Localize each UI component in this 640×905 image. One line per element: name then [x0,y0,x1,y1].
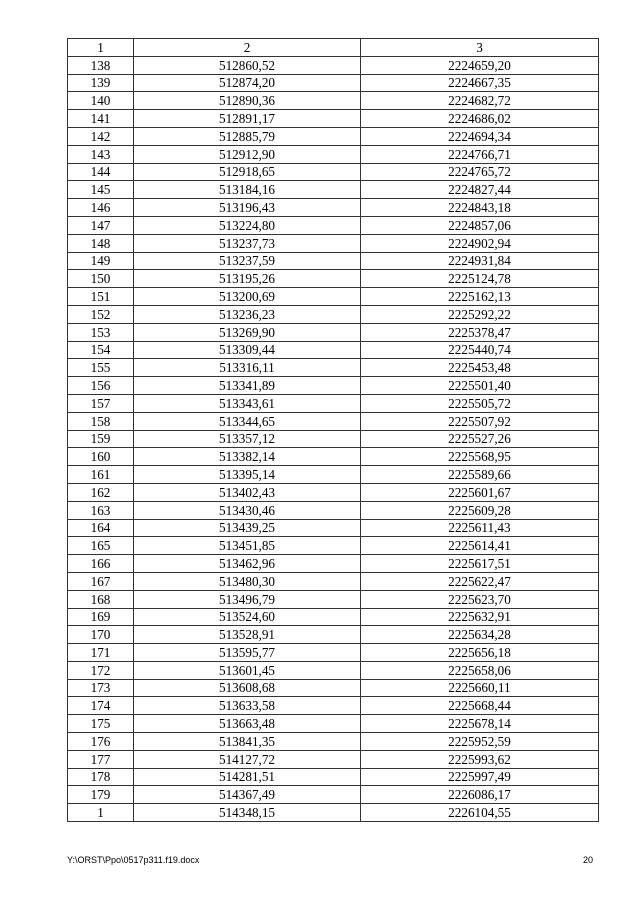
y-coordinate-cell: 2225622,47 [361,572,599,590]
point-number-cell: 169 [68,608,134,626]
table-row [68,448,599,466]
x-coordinate-cell: 513341,89 [134,377,361,395]
point-number-cell: 175 [68,715,134,733]
table-row [68,270,599,288]
y-coordinate-cell: 2225453,48 [361,359,599,377]
table-row [68,661,599,679]
point-number-cell: 159 [68,430,134,448]
point-number-cell: 148 [68,234,134,252]
x-coordinate-cell: 513382,14 [134,448,361,466]
x-coordinate-cell: 512874,20 [134,74,361,92]
table-row [68,626,599,644]
x-coordinate-cell: 513528,91 [134,626,361,644]
point-number-cell: 153 [68,323,134,341]
y-coordinate-cell: 2224902,94 [361,234,599,252]
table-row [68,163,599,181]
point-number-cell: 142 [68,127,134,145]
y-coordinate-cell: 2225658,06 [361,661,599,679]
point-number-cell: 176 [68,733,134,751]
point-number-cell: 158 [68,412,134,430]
point-number-cell: 143 [68,145,134,163]
point-number-cell: 141 [68,110,134,128]
x-coordinate-cell: 513595,77 [134,644,361,662]
header-cell-2: 2 [134,39,361,57]
point-number-cell: 162 [68,483,134,501]
y-coordinate-cell: 2226086,17 [361,786,599,804]
x-coordinate-cell: 513524,60 [134,608,361,626]
y-coordinate-cell: 2224694,34 [361,127,599,145]
x-coordinate-cell: 513402,43 [134,483,361,501]
y-coordinate-cell: 2224843,18 [361,199,599,217]
x-coordinate-cell: 513496,79 [134,590,361,608]
table-row [68,768,599,786]
y-coordinate-cell: 2224827,44 [361,181,599,199]
point-number-cell: 160 [68,448,134,466]
point-number-cell: 150 [68,270,134,288]
y-coordinate-cell: 2225124,78 [361,270,599,288]
y-coordinate-cell: 2225527,26 [361,430,599,448]
x-coordinate-cell: 513184,16 [134,181,361,199]
table-row [68,92,599,110]
table-row [68,323,599,341]
x-coordinate-cell: 514281,51 [134,768,361,786]
table-row [68,181,599,199]
x-coordinate-cell: 512890,36 [134,92,361,110]
table-row [68,715,599,733]
y-coordinate-cell: 2225589,66 [361,466,599,484]
point-number-cell: 166 [68,555,134,573]
x-coordinate-cell: 513841,35 [134,733,361,751]
point-number-cell: 173 [68,679,134,697]
point-number-cell: 154 [68,341,134,359]
point-number-cell: 177 [68,750,134,768]
x-coordinate-cell: 514127,72 [134,750,361,768]
x-coordinate-cell: 513309,44 [134,341,361,359]
y-coordinate-cell: 2226104,55 [361,804,599,822]
table-header-row [68,39,599,57]
x-coordinate-cell: 513357,12 [134,430,361,448]
x-coordinate-cell: 512891,17 [134,110,361,128]
x-coordinate-cell: 514348,15 [134,804,361,822]
table-row [68,199,599,217]
y-coordinate-cell: 2225568,95 [361,448,599,466]
table-row [68,537,599,555]
x-coordinate-cell: 513343,61 [134,394,361,412]
x-coordinate-cell: 513316,11 [134,359,361,377]
point-number-cell: 168 [68,590,134,608]
point-number-cell: 1 [68,804,134,822]
header-cell-3: 3 [361,39,599,57]
x-coordinate-cell: 513663,48 [134,715,361,733]
y-coordinate-cell: 2225952,59 [361,733,599,751]
table-row [68,56,599,74]
y-coordinate-cell: 2224765,72 [361,163,599,181]
point-number-cell: 157 [68,394,134,412]
x-coordinate-cell: 513480,30 [134,572,361,590]
table-row [68,127,599,145]
table-row [68,572,599,590]
table-row [68,341,599,359]
table-row [68,234,599,252]
y-coordinate-cell: 2224857,06 [361,216,599,234]
point-number-cell: 170 [68,626,134,644]
table-row [68,466,599,484]
table-row [68,697,599,715]
y-coordinate-cell: 2225997,49 [361,768,599,786]
table-row [68,644,599,662]
table-row [68,359,599,377]
x-coordinate-cell: 513200,69 [134,288,361,306]
y-coordinate-cell: 2224659,20 [361,56,599,74]
point-number-cell: 172 [68,661,134,679]
y-coordinate-cell: 2224686,02 [361,110,599,128]
coordinates-table [67,38,599,822]
y-coordinate-cell: 2225617,51 [361,555,599,573]
point-number-cell: 140 [68,92,134,110]
table-row [68,590,599,608]
y-coordinate-cell: 2225623,70 [361,590,599,608]
x-coordinate-cell: 513601,45 [134,661,361,679]
y-coordinate-cell: 2225611,43 [361,519,599,537]
y-coordinate-cell: 2225505,72 [361,394,599,412]
y-coordinate-cell: 2225632,91 [361,608,599,626]
y-coordinate-cell: 2225614,41 [361,537,599,555]
point-number-cell: 151 [68,288,134,306]
y-coordinate-cell: 2225162,13 [361,288,599,306]
y-coordinate-cell: 2225507,92 [361,412,599,430]
point-number-cell: 155 [68,359,134,377]
x-coordinate-cell: 514367,49 [134,786,361,804]
x-coordinate-cell: 513269,90 [134,323,361,341]
point-number-cell: 161 [68,466,134,484]
x-coordinate-cell: 513195,26 [134,270,361,288]
point-number-cell: 144 [68,163,134,181]
table-row [68,679,599,697]
x-coordinate-cell: 513196,43 [134,199,361,217]
y-coordinate-cell: 2225660,11 [361,679,599,697]
y-coordinate-cell: 2224682,72 [361,92,599,110]
y-coordinate-cell: 2224667,35 [361,74,599,92]
table-row [68,608,599,626]
y-coordinate-cell: 2225378,47 [361,323,599,341]
point-number-cell: 179 [68,786,134,804]
x-coordinate-cell: 512860,52 [134,56,361,74]
point-number-cell: 167 [68,572,134,590]
x-coordinate-cell: 513237,73 [134,234,361,252]
table-row [68,252,599,270]
point-number-cell: 174 [68,697,134,715]
table-row [68,519,599,537]
x-coordinate-cell: 513395,14 [134,466,361,484]
x-coordinate-cell: 512912,90 [134,145,361,163]
table-row [68,216,599,234]
y-coordinate-cell: 2225656,18 [361,644,599,662]
table-row [68,786,599,804]
table-row [68,750,599,768]
point-number-cell: 165 [68,537,134,555]
point-number-cell: 146 [68,199,134,217]
y-coordinate-cell: 2225501,40 [361,377,599,395]
point-number-cell: 164 [68,519,134,537]
table-row [68,305,599,323]
table-row [68,288,599,306]
x-coordinate-cell: 513451,85 [134,537,361,555]
footer-page-number: 20 [583,855,594,865]
point-number-cell: 147 [68,216,134,234]
y-coordinate-cell: 2225993,62 [361,750,599,768]
y-coordinate-cell: 2224766,71 [361,145,599,163]
point-number-cell: 156 [68,377,134,395]
point-number-cell: 149 [68,252,134,270]
table-row [68,430,599,448]
y-coordinate-cell: 2224931,84 [361,252,599,270]
table-row [68,377,599,395]
y-coordinate-cell: 2225668,44 [361,697,599,715]
table-row [68,394,599,412]
x-coordinate-cell: 513633,58 [134,697,361,715]
x-coordinate-cell: 512918,65 [134,163,361,181]
y-coordinate-cell: 2225292,22 [361,305,599,323]
y-coordinate-cell: 2225634,28 [361,626,599,644]
table-row [68,733,599,751]
point-number-cell: 139 [68,74,134,92]
table-row [68,74,599,92]
x-coordinate-cell: 513430,46 [134,501,361,519]
x-coordinate-cell: 513236,23 [134,305,361,323]
footer-file-path: Y:\ORST\Ppo\0517p311.f19.docx [67,855,200,865]
point-number-cell: 163 [68,501,134,519]
x-coordinate-cell: 513608,68 [134,679,361,697]
y-coordinate-cell: 2225601,67 [361,483,599,501]
x-coordinate-cell: 513462,96 [134,555,361,573]
x-coordinate-cell: 513224,80 [134,216,361,234]
y-coordinate-cell: 2225440,74 [361,341,599,359]
table-row [68,483,599,501]
table-row [68,412,599,430]
table-row [68,501,599,519]
header-cell-1: 1 [68,39,134,57]
x-coordinate-cell: 513237,59 [134,252,361,270]
coordinates-table-body [68,39,599,822]
point-number-cell: 138 [68,56,134,74]
point-number-cell: 171 [68,644,134,662]
x-coordinate-cell: 513439,25 [134,519,361,537]
x-coordinate-cell: 513344,65 [134,412,361,430]
table-row [68,110,599,128]
table-row [68,804,599,822]
point-number-cell: 145 [68,181,134,199]
point-number-cell: 152 [68,305,134,323]
point-number-cell: 178 [68,768,134,786]
y-coordinate-cell: 2225678,14 [361,715,599,733]
table-row [68,145,599,163]
x-coordinate-cell: 512885,79 [134,127,361,145]
y-coordinate-cell: 2225609,28 [361,501,599,519]
table-row [68,555,599,573]
